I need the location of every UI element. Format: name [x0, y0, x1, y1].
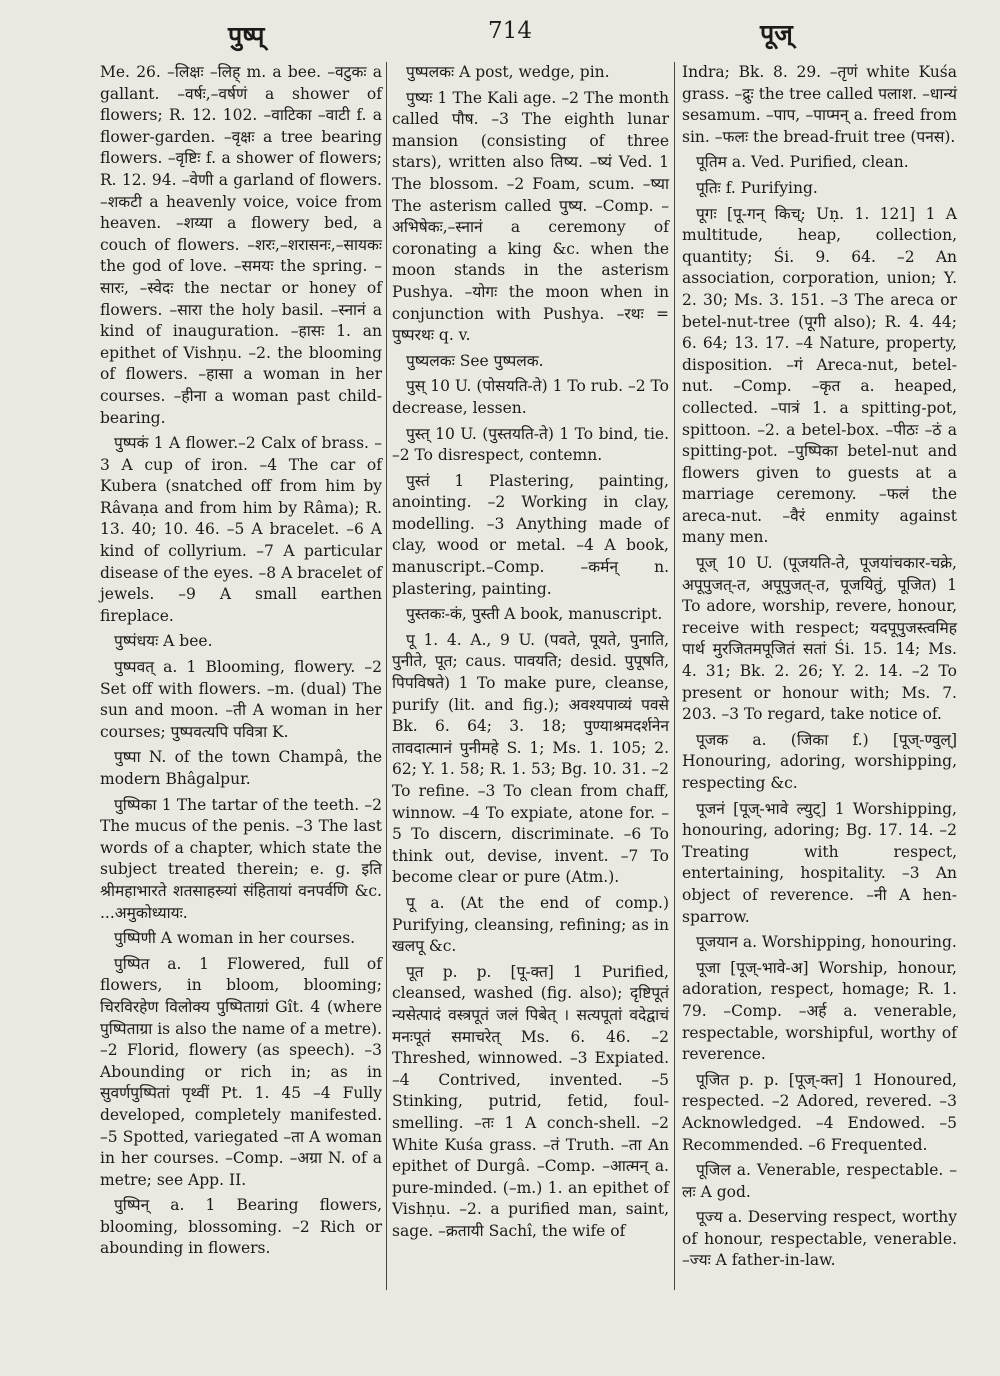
entry-continuation: Indra; Bk. 8. 29. –तृणं white Kuśa grass. –द्रुः the tree called पलाश. –धान्यं sesamum. –पाप, –पाप्मन् a. freed from sin. –फलः the bread-fruit tree (पनस).: [682, 63, 957, 146]
dictionary-entry: पूजक a. (जिका f.) [पूज्-ण्वुल्] Honouring, adoring, worshipping, respecting &c.: [682, 730, 957, 792]
column-divider-left: [386, 62, 387, 1290]
dictionary-entry: पू 1. 4. A., 9 U. (पवते, पूयते, पुनाति, पुनीते, पूत; caus. पावयति; desid. पुपूषति, पिपविषते) 1 To make pure, cleanse, purify (lit. and fig.); अवश्यपाव्यं पवसे Bk. 6. 64; 3. 18; पुण्याश्रमदर्शनेन तावदात्मानं पुनीमहे S. 1; Ms. 1. 105; 2. 62; Y. 1. 58; R. 1. 53; Bg. 10. 31. –2 To refine. –3 To clean from chaff, winnow. –4 To expiate, atone for. –5 To discern, discriminate. –6 To think out, devise, invent. –7 To become clear or pure (Atm.).: [392, 630, 669, 887]
column-3: [682, 62, 957, 1276]
dictionary-entry: पूज् 10 U. (पूजयति-ते, पूजयांचकार-चक्रे, अपूपुजत्-त, अपूपुजत्-त, पूजयितुं, पूजित) 1 To adore, worship, revere, honour, receive with respect; यदपूपुजस्त्वमिह पार्थ मुरजितमपूजितं सतां Śi. 15. 14; Ms. 4. 31; Bk. 2. 26; Y. 2. 14. –2 To present or honour with; Ms. 7. 203. –3 To regard, take notice of.: [682, 554, 957, 724]
dictionary-entry: पू a. (At the end of comp.) Purifying, cleansing, refining; as in खलपू &c.: [392, 893, 669, 956]
dictionary-entry: पूत p. p. [पू-क्त] 1 Purified, cleansed, washed (fig. also); दृष्टिपूतं न्यसेत्पादं वस्त्रपूतं जलं पिबेत् । सत्यपूतां वदेद्वाचं मनःपूतं समाचरेत् Ms. 6. 46. –2 Threshed, winnowed. –3 Expiated. –4 Contrived, invented. –5 Stinking, putrid, fetid, foul-smelling. –तः 1 A conch-shell. –2 White Kuśa grass. –तं Truth. –ता An epithet of Durgâ. –Comp. –आत्मन् a. pure-minded. (–m.) 1. an epithet of Vishṇu. –2. a purified man, saint, sage. –क्रतायी Sachî, the wife of: [392, 962, 669, 1240]
dictionary-entry: पूजनं [पूज्-भावे ल्युट्] 1 Worshipping, honouring, adoring; Bg. 17. 14. –2 Treating with respect, entertaining, hospitality. –3 An object of reverence. –नी A hen-sparrow.: [682, 799, 957, 926]
dictionary-entry: पुष्पवत् a. 1 Blooming, flowery. –2 Set off with flowers. –m. (dual) The sun and moon. –ती A woman in her courses; पुष्पवत्यपि पवित्रा K.: [100, 658, 382, 741]
dictionary-entry: पुष्यः 1 The Kali age. –2 The month called पौष. –3 The eighth lunar mansion (consisting of three stars), written also तिष्य. –ष्यं Ved. 1 The blossom. –2 Foam, scum. –ष्या The asterism called पुष्य. –Comp. –अभिषेकः,–स्नानं a ceremony of coronating a king &c. when the moon stands in the asterism Pushya. –योगः the moon when in conjunction with Pushya. –रथः = पुष्परथः q. v.: [392, 88, 669, 345]
dictionary-entry: पूजित p. p. [पूज्-क्त] 1 Honoured, respected. –2 Adored, revered. –3 Acknowledged. –4 Endowed. –5 Recommended. –6 Frequented.: [682, 1070, 957, 1154]
dictionary-entry: पुस्तकः-कं, पुस्ती A book, manuscript.: [406, 605, 663, 624]
dictionary-entry: पूतिम a. Ved. Purified, clean.: [696, 153, 909, 172]
right-running-headword: पूज्: [760, 19, 793, 48]
dictionary-entry: पुस् 10 U. (पोसयति-ते) 1 To rub. –2 To decrease, lessen.: [392, 377, 669, 417]
page-number: 714: [488, 18, 532, 44]
dictionary-entry: पूजा [पूज्-भावे-अ] Worship, honour, adoration, respect, homage; R. 1. 79. –Comp. –अर्ह a. venerable, respectable, worshipful, worthy of reverence.: [682, 958, 957, 1064]
dictionary-entry: पुष्पिका 1 The tartar of the teeth. –2 The mucus of the penis. –3 The last words of a chapter, which state the subject treated therein; e. g. इति श्रीमहाभारते शतसाहस्र्यां संहितायां वनपर्वणि &c. ...अमुकोध्यायः.: [100, 795, 382, 922]
dictionary-entry: पुष्पलकः A post, wedge, pin.: [406, 63, 610, 81]
column-divider-right: [674, 62, 675, 1290]
dictionary-entry: पुस्त् 10 U. (पुस्तयति-ते) 1 To bind, tie. –2 To disrespect, contemn.: [392, 424, 669, 465]
dictionary-entry: पूज्य a. Deserving respect, worthy of honour, respectable, venerable. –ज्यः A father-in-law.: [682, 1208, 957, 1270]
dictionary-entry: पुष्पिणी A woman in her courses.: [114, 929, 356, 948]
dictionary-entry: पुष्पित a. 1 Flowered, full of flowers, in bloom, blooming; चिरविरहेण विलोक्य पुष्पिताग्रां Gît. 4 (where पुष्पिताग्रा is also the name of a metre). –2 Florid, flowery (as speech). –3 Abounding or rich in; as in सुवर्णपुष्पितां पृथ्वीं Pt. 1. 45 –4 Fully developed, completely manifested. –5 Spotted, variegated –ता A woman in her courses. –Comp. –अग्रा N. of a metre; see App. II.: [100, 954, 382, 1189]
dictionary-entry: पुस्तं 1 Plastering, painting, anointing. –2 Working in clay, modelling. –3 Anything made of clay, wood or metal. –4 A book, manuscript.–Comp. –कर्मन् n. plastering, painting.: [392, 471, 669, 598]
dictionary-entry: पूजयान a. Worshipping, honouring.: [696, 933, 957, 952]
left-running-headword: पुष्प्: [228, 21, 265, 50]
entry-continuation: Me. 26. –लिक्षः –लिह् m. a bee. –वटुकः a gallant. –वर्षः,–वर्षणं a shower of flowers; R. 12. 102. –वाटिका –वाटी f. a flower-garden. –वृक्षः a tree bearing flowers. –वृष्टिः f. a shower of flowers; R. 12. 94. –वेणी a garland of flowers. –शकटी a heavenly voice, voice from heaven. –शय्या a flowery bed, a couch of flowers. –शरः,–शरासनः,–सायकः the god of love. –समयः the spring. –सारः, –स्वेदः the nectar or honey of flowers. –सारा the holy basil. –स्नानं a kind of inauguration. –हासः 1. an epithet of Vishṇu. –2. the blooming of flowers. –हासा a woman in her courses. –हीना a woman past child-bearing.: [100, 63, 382, 427]
page-header: [0, 14, 1000, 58]
dictionary-entry: पुष्पंधयः A bee.: [114, 632, 213, 651]
dictionary-entry: पूगः [पू-गन् किच्; Uṇ. 1. 121] 1 A multitude, heap, collection, quantity; Śi. 9. 64. –2 An association, corporation, union; Y. 2. 30; Ms. 3. 151. –3 The areca or betel-nut-tree (पूगी also); R. 4. 44; 6. 64; 13. 17. –4 Nature, property, disposition. –गं Areca-nut, betel-nut. –Comp. –कृत a. heaped, collected. –पात्रं 1. a spitting-pot, spittoon. –2. a betel-box. –पीठः –ठं a spitting-pot. –पुष्पिका betel-nut and flowers given to guests at a marriage ceremony. –फलं the areca-nut. –वैरं enmity against many men.: [682, 204, 957, 547]
column-2: [392, 62, 669, 1246]
dictionary-entry: पुष्पिन् a. 1 Bearing flowers, blooming, blossoming. –2 Rich or abounding in flowers.: [100, 1196, 382, 1258]
dictionary-entry: पूतिः f. Purifying.: [696, 178, 818, 197]
dictionary-entry: पुष्पा N. of the town Champâ, the modern Bhâgalpur.: [100, 748, 382, 788]
dictionary-entry: पूजिल a. Venerable, respectable. –लः A god.: [682, 1161, 957, 1201]
dictionary-entry: पुष्यलकः See पुष्पलक.: [406, 351, 544, 370]
dictionary-entry: पुष्पकं 1 A flower.–2 Calx of brass. –3 A cup of iron. –4 The car of Kubera (snatched off from him by Râvaṇa and from him by Râma); R. 13. 40; 10. 46. –5 A bracelet. –6 A kind of collyrium. –7 A particular disease of the eyes. –8 A bracelet of jewels. –9 A small earthen fireplace.: [100, 434, 382, 625]
column-1: [100, 62, 382, 1264]
